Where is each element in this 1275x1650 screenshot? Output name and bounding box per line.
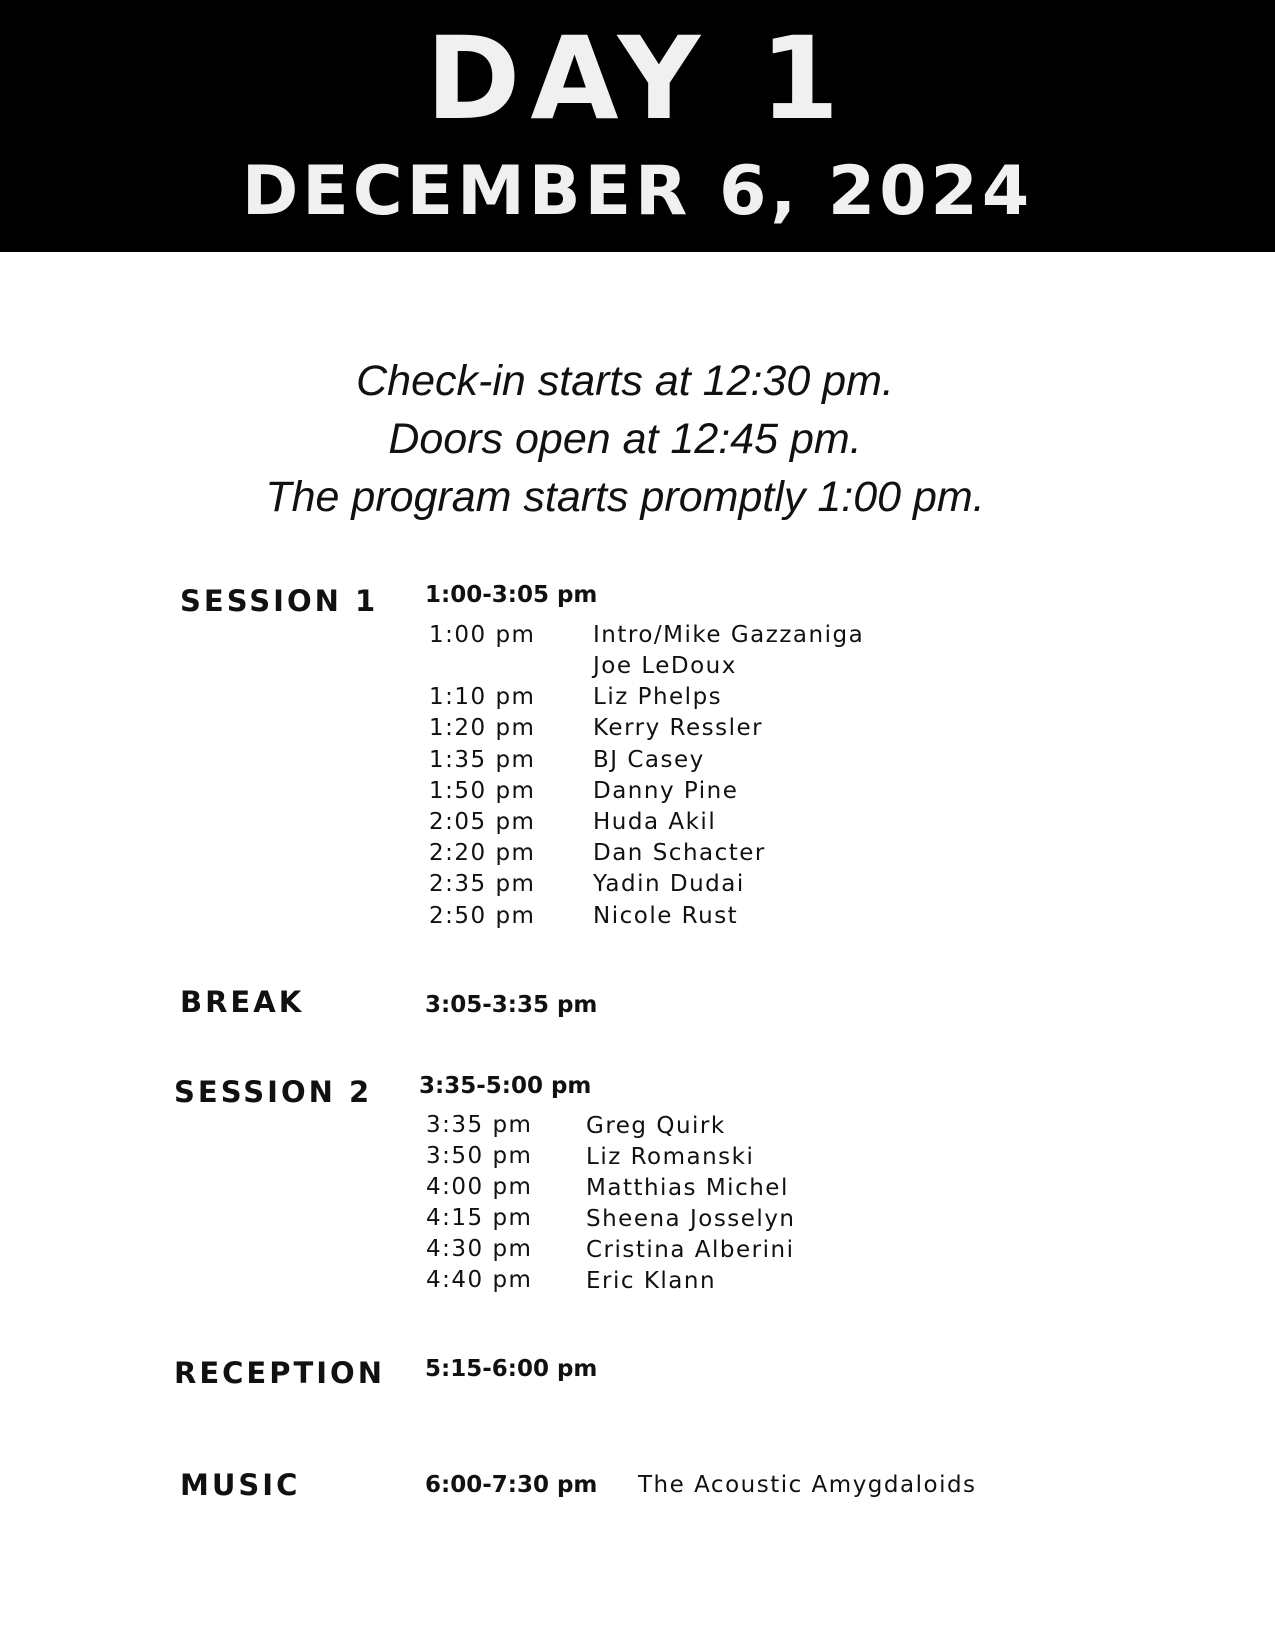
session1-speaker: Intro/Mike Gazzaniga [593, 622, 865, 648]
session2-speaker: Matthias Michel [586, 1175, 789, 1201]
session1-speaker: BJ Casey [593, 747, 705, 773]
session2-time: 3:50 pm [426, 1143, 533, 1169]
session2-label: SESSION 2 [174, 1075, 373, 1109]
music-performer: The Acoustic Amygdaloids [638, 1472, 977, 1498]
session1-time: 2:20 pm [429, 840, 536, 866]
music-range: 6:00-7:30 pm [425, 1472, 598, 1498]
break-label: BREAK [180, 985, 305, 1019]
reception-range: 5:15-6:00 pm [425, 1356, 598, 1382]
session1-time: 2:05 pm [429, 809, 536, 835]
session1-speaker: Dan Schacter [593, 840, 766, 866]
session1-time: 1:35 pm [429, 747, 536, 773]
header-banner [0, 0, 1275, 252]
session1-speaker: Danny Pine [593, 778, 739, 804]
session1-speaker: Huda Akil [593, 809, 717, 835]
intro-line-program: The program starts promptly 1:00 pm. [265, 473, 985, 521]
session1-speaker: Kerry Ressler [593, 715, 764, 741]
session1-time: 2:50 pm [429, 903, 536, 929]
session2-time: 3:35 pm [426, 1112, 533, 1138]
session2-speaker: Greg Quirk [586, 1113, 726, 1139]
session1-time: 2:35 pm [429, 871, 536, 897]
session2-time: 4:30 pm [426, 1236, 533, 1262]
break-range: 3:05-3:35 pm [425, 992, 598, 1018]
session1-time: 1:10 pm [429, 684, 536, 710]
session1-label: SESSION 1 [180, 584, 379, 618]
session1-speaker: Liz Phelps [593, 684, 723, 710]
session2-time: 4:15 pm [426, 1205, 533, 1231]
session2-speaker: Cristina Alberini [586, 1237, 795, 1263]
session1-range: 1:00-3:05 pm [425, 582, 598, 608]
session1-speaker: Nicole Rust [593, 903, 739, 929]
intro-line-doors: Doors open at 12:45 pm. [388, 415, 862, 463]
session1-time: 1:00 pm [429, 622, 536, 648]
music-label: MUSIC [180, 1468, 301, 1502]
session2-speaker: Eric Klann [586, 1268, 717, 1294]
session2-range: 3:35-5:00 pm [419, 1073, 592, 1099]
day-title: DAY 1 [425, 12, 850, 145]
session2-speaker: Liz Romanski [586, 1144, 755, 1170]
session2-speaker: Sheena Josselyn [586, 1206, 796, 1232]
reception-label: RECEPTION [174, 1356, 385, 1390]
session2-time: 4:00 pm [426, 1174, 533, 1200]
session1-time: 1:20 pm [429, 715, 536, 741]
session1-speaker: Joe LeDoux [593, 653, 737, 679]
intro-line-checkin: Check-in starts at 12:30 pm. [356, 357, 894, 405]
date-title: DECEMBER 6, 2024 [241, 152, 1034, 231]
session1-speaker: Yadin Dudai [593, 871, 745, 897]
session2-time: 4:40 pm [426, 1267, 533, 1293]
session1-time: 1:50 pm [429, 778, 536, 804]
